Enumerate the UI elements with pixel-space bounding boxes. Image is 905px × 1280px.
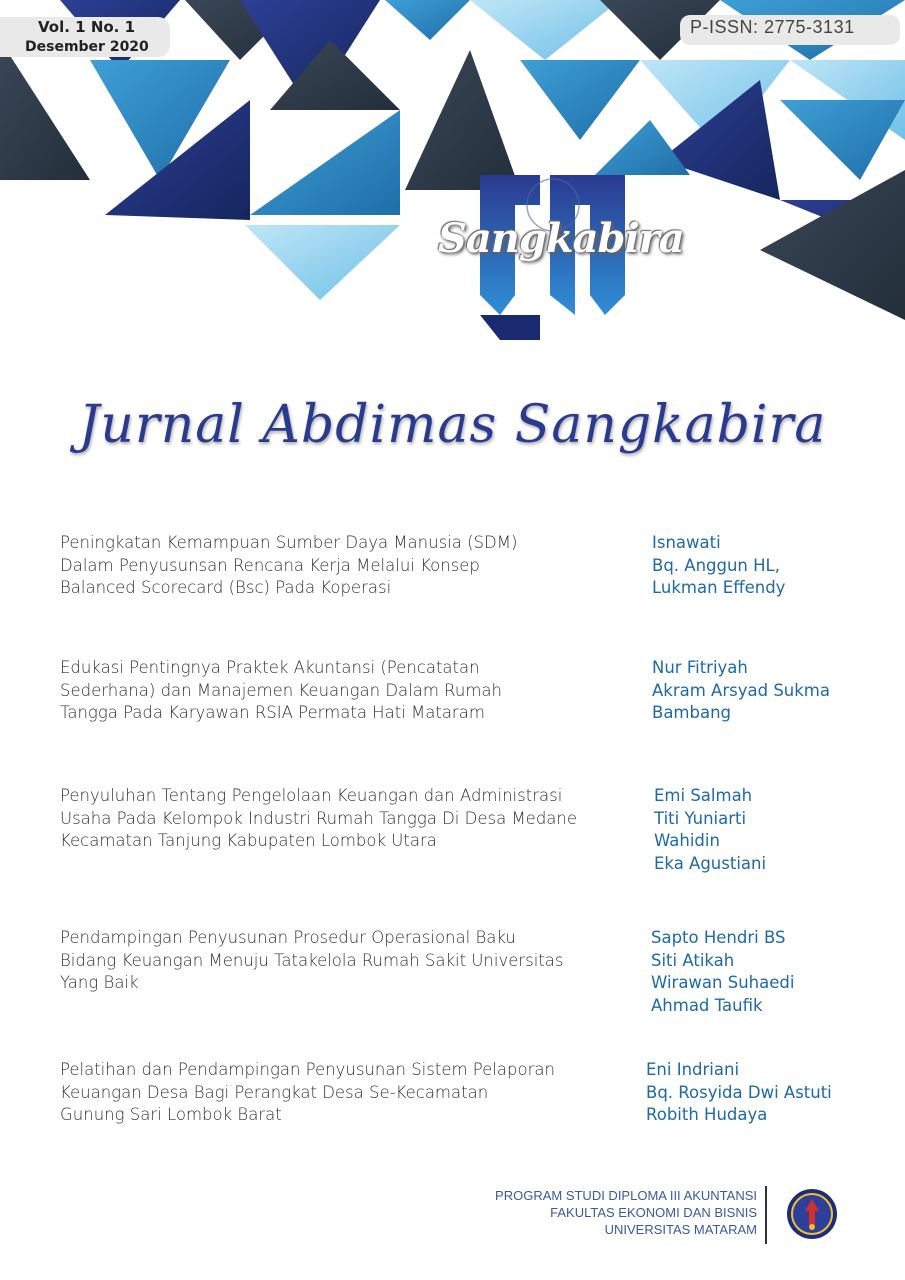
publisher-info (495, 1187, 757, 1238)
article-title-line: Yang Baik (60, 973, 139, 992)
author-name: Bq. Anggun HL, (652, 555, 780, 575)
author-name: Nur Fitriyah (652, 658, 748, 677)
author-name: Bq. Rosyida Dwi Astuti (646, 1082, 832, 1102)
article-title-line: Bidang Keuangan Menuju Tatakelola Rumah Sakit Universitas (60, 950, 564, 970)
article-title-5 (60, 1059, 635, 1127)
volume-label: Vol. 1 No. 1 (38, 18, 136, 36)
article-title-line: Pelatihan dan Pendampingan Penyusunan Sistem Pelaporan (60, 1060, 555, 1079)
issn-label: P-ISSN: 2775-3131 (690, 17, 855, 37)
author-name: Eni Indriani (646, 1060, 740, 1079)
journal-title: Jurnal Abdimas Sangkabira (78, 395, 827, 455)
article-title-line: Penyuluhan Tentang Pengelolaan Keuangan dan Administrasi (60, 786, 563, 805)
article-title-4 (60, 927, 635, 995)
author-name: Lukman Effendy (652, 578, 786, 597)
article-title-line: Gunung Sari Lombok Barat (60, 1105, 282, 1124)
author-name: Isnawati (652, 533, 721, 552)
article-title-1 (60, 532, 635, 600)
university-seal-icon (785, 1187, 839, 1241)
article-title-line: Balanced Scorecard (Bsc) Pada Koperasi (60, 578, 392, 597)
article-authors-2 (652, 657, 830, 725)
author-name: Sapto Hendri BS (651, 928, 786, 947)
article-title-line: Pendampingan Penyusunan Prosedur Operasional Baku (60, 928, 516, 947)
article-title-line: Sederhana) dan Manajemen Keuangan Dalam Rumah (60, 680, 502, 700)
article-authors-4 (651, 927, 794, 1017)
author-name: Emi Salmah (654, 786, 753, 805)
author-name: Siti Atikah (651, 950, 735, 970)
article-authors-5 (646, 1059, 832, 1127)
publisher-university: UNIVERSITAS MATARAM (604, 1222, 757, 1237)
author-name: Wahidin (654, 831, 720, 850)
footer-divider (765, 1186, 767, 1244)
issue-date: Desember 2020 (25, 39, 149, 55)
article-authors-3 (654, 785, 766, 875)
author-name: Wirawan Suhaedi (651, 973, 795, 992)
article-title-line: Tangga Pada Karyawan RSIA Permata Hati Mataram (60, 703, 485, 722)
publisher-program: PROGRAM STUDI DIPLOMA III AKUNTANSI (495, 1188, 757, 1203)
author-name: Akram Arsyad Sukma (652, 680, 830, 700)
article-title-2 (60, 657, 635, 725)
article-title-line: Usaha Pada Kelompok Industri Rumah Tangga Di Desa Medane (60, 808, 578, 828)
author-name: Bambang (652, 703, 732, 722)
logo-wordmark: Sangkabira (438, 215, 684, 262)
author-name: Titi Yuniarti (654, 808, 747, 828)
author-name: Robith Hudaya (646, 1105, 768, 1124)
publisher-faculty: FAKULTAS EKONOMI DAN BISNIS (550, 1205, 757, 1220)
author-name: Eka Agustiani (654, 853, 767, 873)
article-title-line: Dalam Penyusunsan Rencana Kerja Melalui Konsep (60, 555, 480, 575)
author-name: Ahmad Taufik (651, 995, 763, 1015)
article-title-3 (60, 785, 635, 853)
article-title-line: Peningkatan Kemampuan Sumber Daya Manusia (SDM) (60, 533, 518, 552)
article-title-line: Kecamatan Tanjung Kabupaten Lombok Utara (60, 831, 437, 850)
article-authors-1 (652, 532, 785, 600)
article-title-line: Keuangan Desa Bagi Perangkat Desa Se-Kecamatan (60, 1082, 489, 1102)
article-title-line: Edukasi Pentingnya Praktek Akuntansi (Pencatatan (60, 658, 480, 677)
